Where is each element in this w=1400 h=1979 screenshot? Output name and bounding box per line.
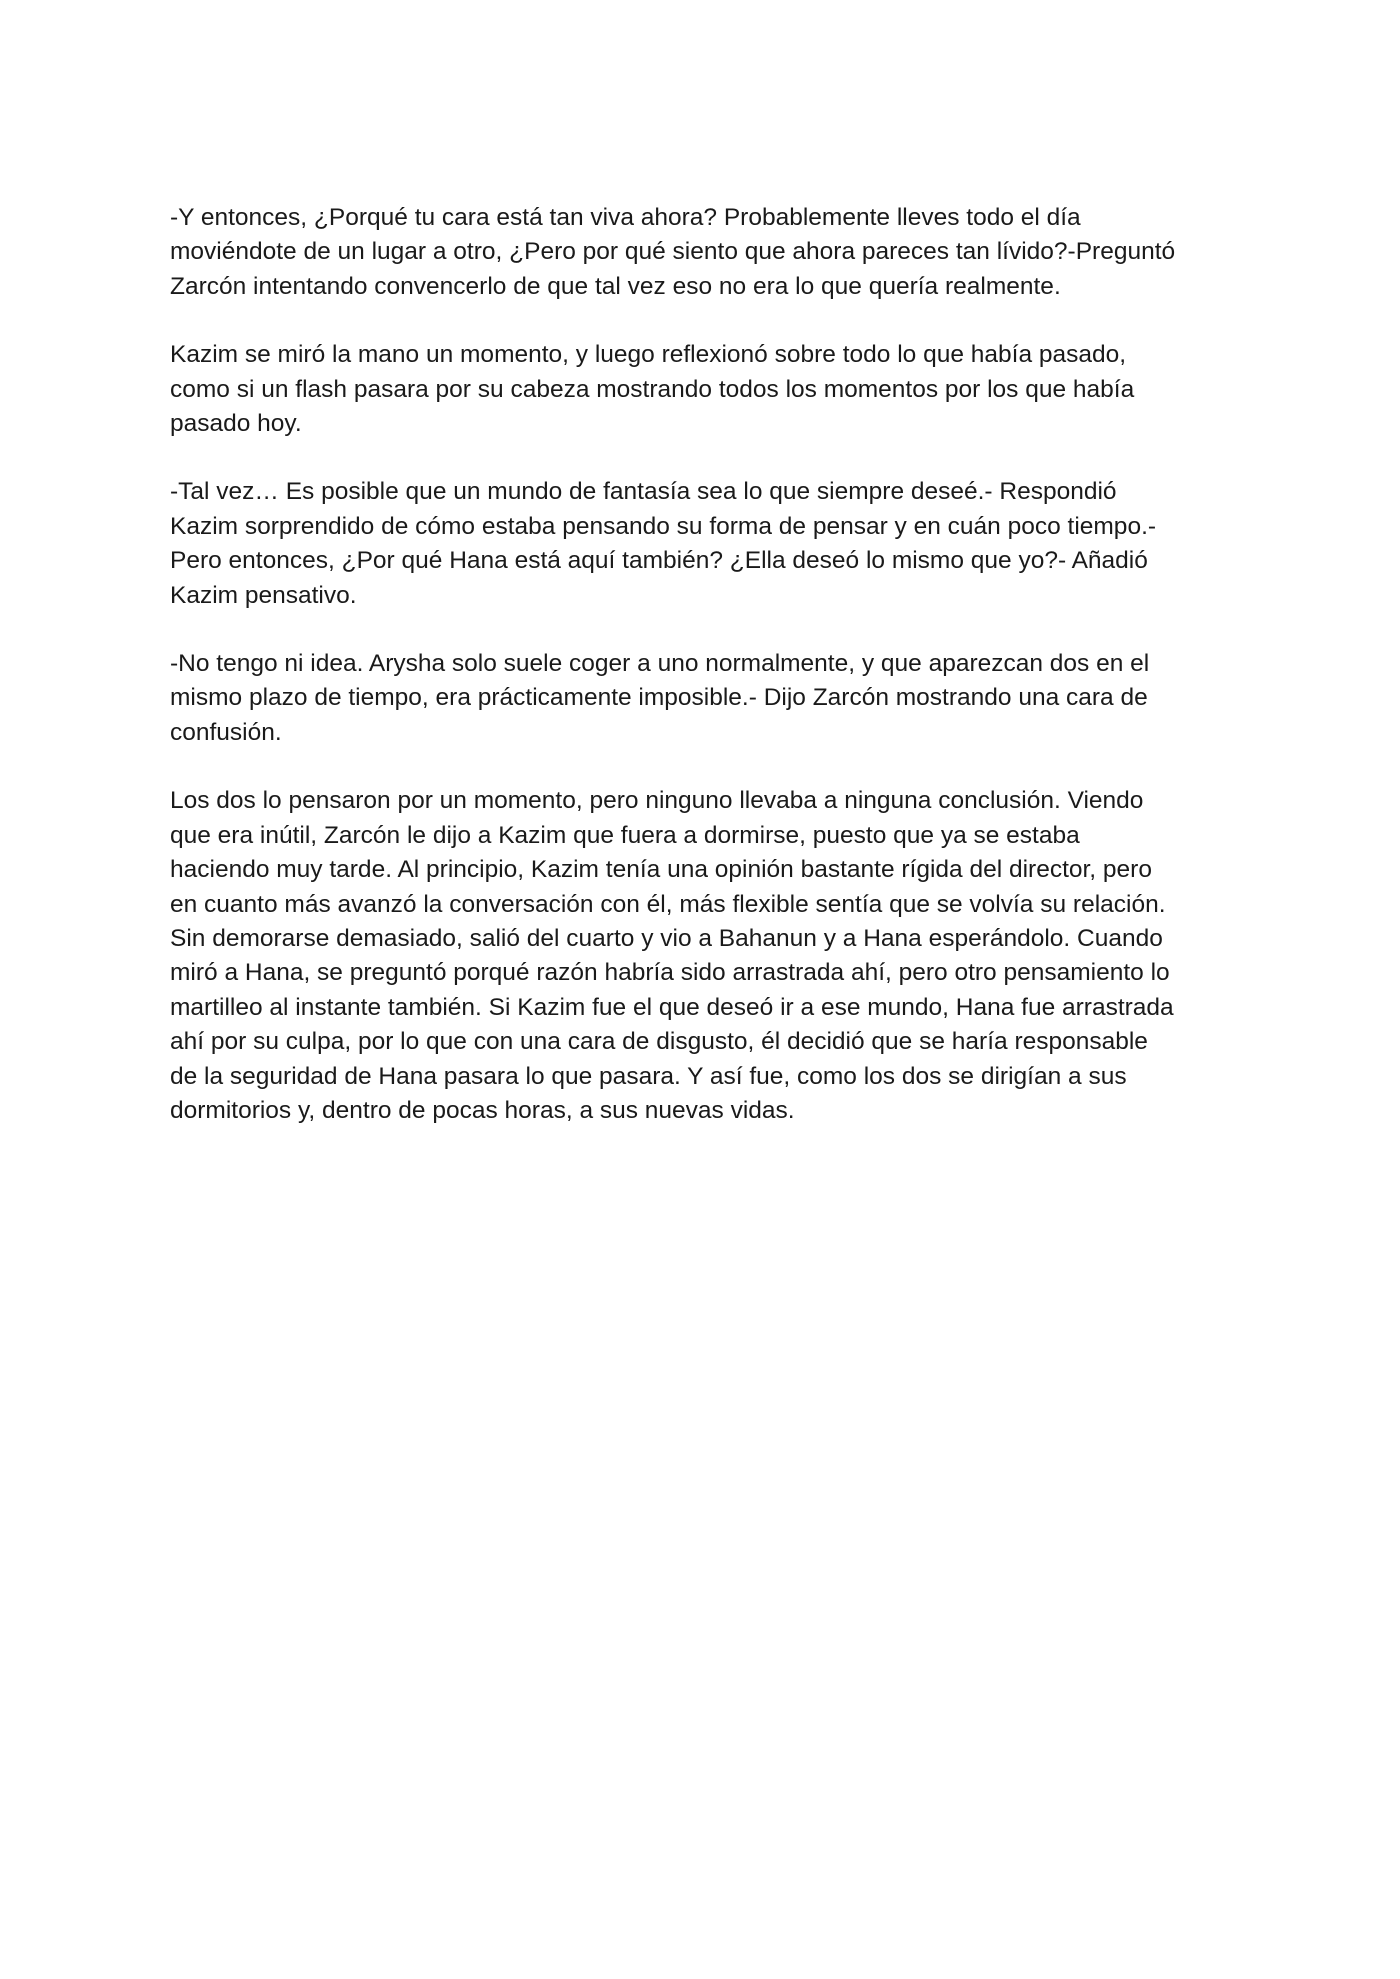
text-line: Sin demorarse demasiado, salió del cuarto y vio a Bahanun y a Hana esperándolo. Cuando — [170, 924, 1163, 952]
paragraph-3 — [170, 475, 1250, 613]
text-line: que era inútil, Zarcón le dijo a Kazim que fuera a dormirse, puesto que ya se estaba — [170, 821, 1080, 849]
text-line: -Tal vez… Es posible que un mundo de fantasía sea lo que siempre deseé.- Respondió — [170, 478, 1117, 506]
paragraph-1 — [170, 201, 1250, 304]
text-line: en cuanto más avanzó la conversación con él, más flexible sentía que se volvía su relación. — [170, 890, 1166, 918]
text-line: mismo plazo de tiempo, era prácticamente imposible.- Dijo Zarcón mostrando una cara de — [170, 684, 1148, 712]
text-line: dormitorios y, dentro de pocas horas, a sus nuevas vidas. — [170, 1096, 795, 1124]
paragraph-5 — [170, 784, 1250, 1128]
text-line: de la seguridad de Hana pasara lo que pasara. Y así fue, como los dos se dirigían a sus — [170, 1062, 1127, 1090]
text-line: Kazim pensativo. — [170, 581, 357, 609]
text-line: Kazim se miró la mano un momento, y luego reflexionó sobre todo lo que había pasado, — [170, 341, 1127, 369]
text-line: Kazim sorprendido de cómo estaba pensando su forma de pensar y en cuán poco tiempo.- — [170, 512, 1157, 540]
text-line: Pero entonces, ¿Por qué Hana está aquí también? ¿Ella deseó lo mismo que yo?- Añadió — [170, 547, 1148, 575]
text-line: pasado hoy. — [170, 410, 302, 438]
paragraph-4 — [170, 647, 1250, 750]
text-line: Zarcón intentando convencerlo de que tal vez eso no era lo que quería realmente. — [170, 272, 1061, 300]
paragraph-2 — [170, 338, 1250, 441]
text-line: confusión. — [170, 718, 282, 746]
text-line: miró a Hana, se preguntó porqué razón habría sido arrastrada ahí, pero otro pensamiento lo — [170, 959, 1170, 987]
text-line: martilleo al instante también. Si Kazim fue el que deseó ir a ese mundo, Hana fue arrastrada — [170, 993, 1174, 1021]
text-line: Los dos lo pensaron por un momento, pero ninguno llevaba a ninguna conclusión. Viendo — [170, 787, 1144, 815]
document-body — [170, 201, 1250, 1162]
text-line: como si un flash pasara por su cabeza mostrando todos los momentos por los que había — [170, 375, 1135, 403]
text-line: ahí por su culpa, por lo que con una cara de disgusto, él decidió que se haría responsable — [170, 1028, 1148, 1056]
text-line: -Y entonces, ¿Porqué tu cara está tan viva ahora? Probablemente lleves todo el día — [170, 204, 1081, 231]
text-line: -No tengo ni idea. Arysha solo suele coger a uno normalmente, y que aparezcan dos en el — [170, 650, 1150, 678]
text-line: haciendo muy tarde. Al principio, Kazim tenía una opinión bastante rígida del director, pero — [170, 856, 1152, 884]
text-line: moviéndote de un lugar a otro, ¿Pero por qué siento que ahora pareces tan lívido?-Preguntó — [170, 238, 1176, 266]
